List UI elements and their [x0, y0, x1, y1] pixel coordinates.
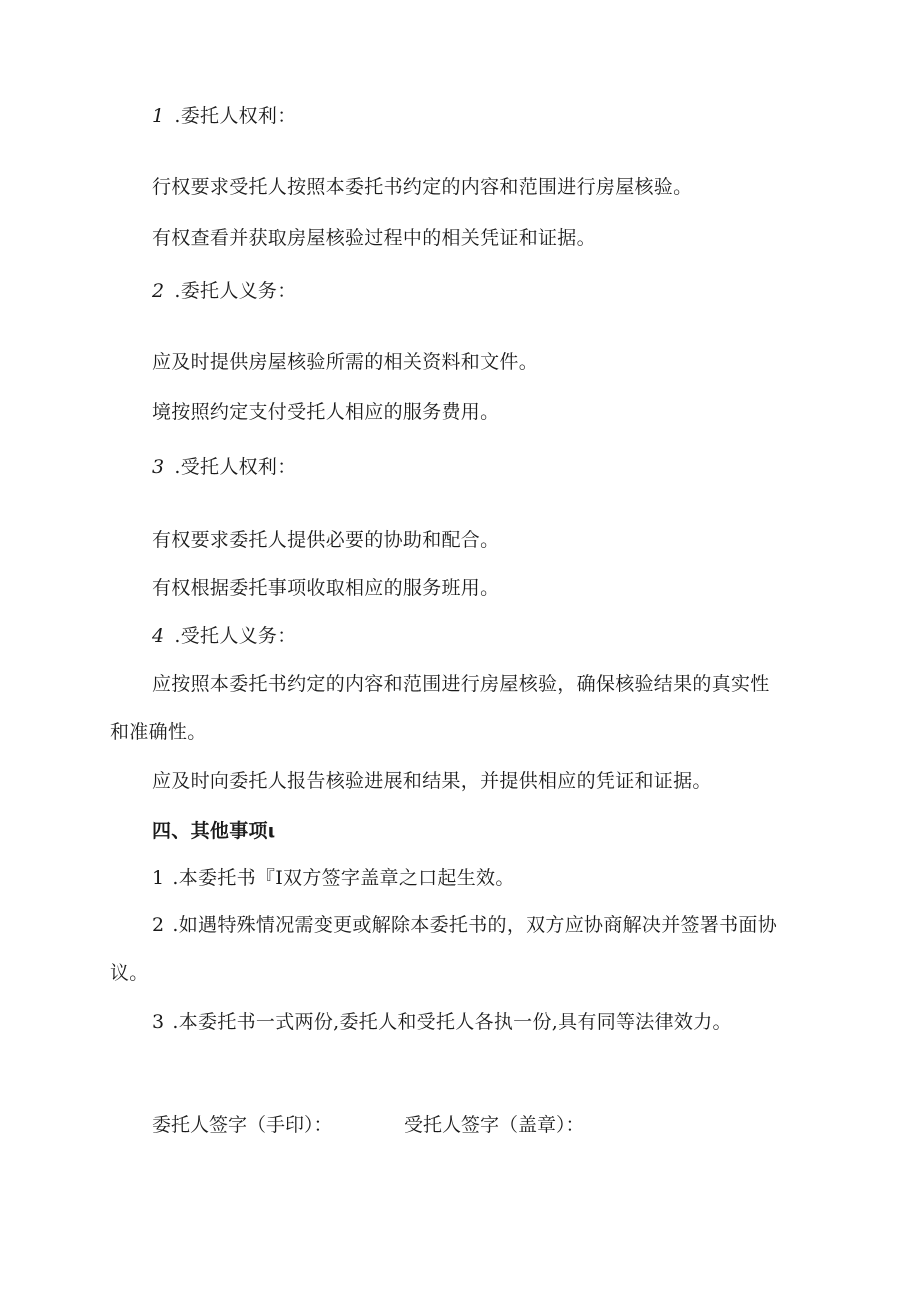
- section-item-1: [152, 104, 297, 128]
- paragraph: 应及时提供房屋核验所需的相关资料和文件。: [152, 351, 539, 373]
- paragraph: 应按照本委托书约定的内容和范围进行房屋核验，确保核验结果的真实性: [152, 673, 770, 695]
- other-item-3: [152, 1010, 732, 1034]
- section-item-2: [152, 279, 297, 303]
- principal-signature-label: 委托人签字（手印）：: [152, 1114, 333, 1136]
- section-item-4: [152, 624, 297, 648]
- paragraph: 有权要求委托人提供必要的协助和配合。: [152, 529, 500, 551]
- item-text: .受托人义务：: [174, 625, 297, 647]
- paragraph: 有权查看并获取房屋核验过程中的相关凭证和证据。: [152, 227, 596, 249]
- item-text: .受托人权利：: [174, 456, 297, 478]
- section-heading: 四、其他事项ι: [152, 820, 276, 842]
- item-number: 3: [152, 1011, 165, 1033]
- paragraph: 应及时向委托人报告核验进展和结果，并提供相应的凭证和证据。: [152, 770, 712, 792]
- section-item-3: [152, 455, 297, 479]
- other-item-2: [152, 913, 777, 937]
- item-text: .委托人权利：: [174, 105, 297, 127]
- paragraph: 行权要求受托人按照本委托书约定的内容和范围进行房屋核验。: [152, 176, 693, 198]
- item-text: .委托人义务：: [174, 280, 297, 302]
- signature-row: [152, 1113, 585, 1137]
- other-item-2-continuation: 议。: [110, 962, 149, 984]
- item-number: 1: [152, 867, 165, 889]
- paragraph-continuation: 和准确性。: [110, 721, 207, 743]
- paragraph: 境按照约定支付受托人相应的服务费用。: [152, 401, 500, 423]
- item-number: 1: [152, 105, 165, 127]
- item-number: 4: [152, 625, 165, 647]
- other-item-1: [152, 866, 515, 890]
- item-number: 2: [152, 914, 165, 936]
- item-text: .本委托书一式两份,委托人和受托人各执一份,具有同等法律效力。: [172, 1011, 732, 1033]
- item-text: .如遇特殊情况需变更或解除本委托书的，双方应协商解决并签署书面协: [172, 914, 778, 936]
- item-text: .本委托书『I双方签字盖章之口起生效。: [172, 867, 515, 889]
- item-number: 3: [152, 456, 165, 478]
- item-number: 2: [152, 280, 165, 302]
- agent-signature-label: 受托人签字（盖章）：: [404, 1114, 585, 1136]
- paragraph: 有权根据委托事项收取相应的服务班用。: [152, 577, 500, 599]
